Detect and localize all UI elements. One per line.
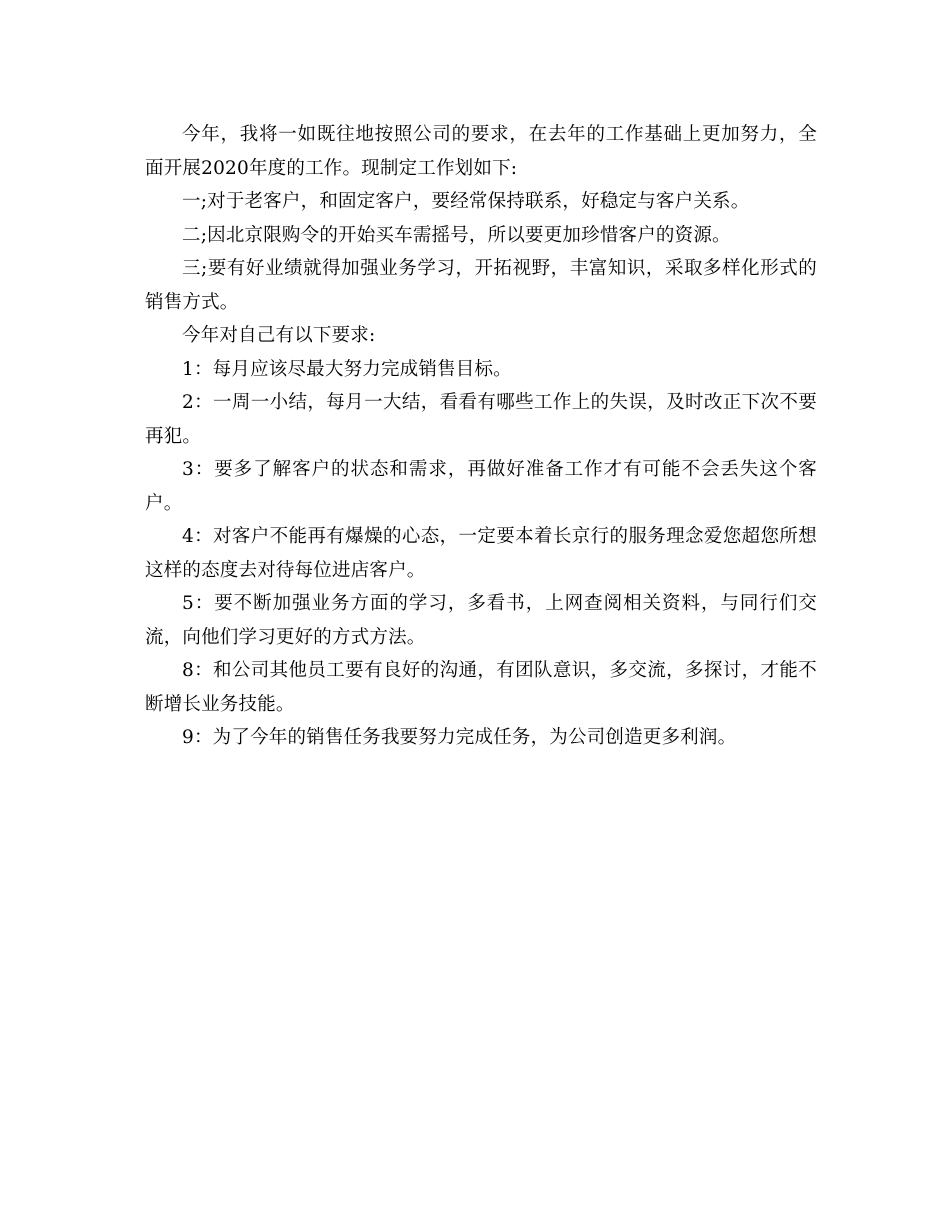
paragraph-plan-1: 一;对于老客户，和固定客户，要经常保持联系，好稳定与客户关系。	[182, 191, 750, 212]
paragraph-requirement-9: 9：为了今年的销售任务我要努力完成任务，为公司创造更多利润。	[182, 727, 737, 748]
paragraph-requirements-heading: 今年对自己有以下要求:	[182, 325, 376, 346]
paragraph-requirement-2: 2：一周一小结，每月一大结，看看有哪些工作上的失误，及时改正下次不要再犯。	[145, 392, 817, 447]
paragraph-requirement-1: 1：每月应该尽最大努力完成销售目标。	[182, 358, 512, 380]
paragraph-requirement-5: 5：要不断加强业务方面的学习，多看书，上网查阅相关资料，与同行们交流，向他们学习更好的方式方法。	[145, 593, 817, 648]
paragraph-intro: 今年，我将一如既往地按照公司的要求，在去年的工作基础上更加努力，全面开展2020年度的工作。现制定工作划如下:	[145, 124, 817, 179]
paragraph-plan-2: 二;因北京限购令的开始买车需摇号，所以要更加珍惜客户的资源。	[182, 224, 731, 246]
paragraph-requirement-3: 3：要多了解客户的状态和需求，再做好准备工作才有可能不会丢失这个客户。	[145, 459, 817, 514]
document-body	[145, 118, 817, 755]
paragraph-requirement-8: 8：和公司其他员工要有良好的沟通，有团队意识，多交流，多探讨，才能不断增长业务技能。	[145, 660, 817, 715]
paragraph-plan-3: 三;要有好业绩就得加强业务学习，开拓视野，丰富知识，采取多样化形式的销售方式。	[145, 258, 817, 313]
paragraph-requirement-4: 4：对客户不能再有爆燥的心态，一定要本着长京行的服务理念爱您超您所想这样的态度去对待每位进店客户。	[145, 526, 817, 581]
